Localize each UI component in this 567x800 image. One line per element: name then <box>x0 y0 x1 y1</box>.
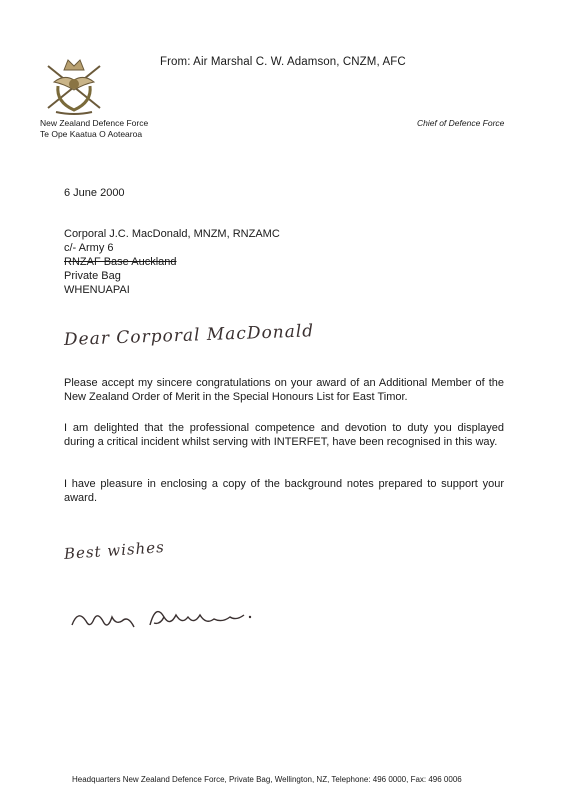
address-line-2: c/- Army 6 <box>64 242 114 254</box>
body-paragraph-3: I have pleasure in enclosing a copy of the background notes prepared to support your award. <box>64 478 504 504</box>
handwritten-salutation: Dear Corporal MacDonald <box>63 321 315 350</box>
org-name-english: New Zealand Defence Force <box>40 118 149 128</box>
org-name-maori: Te Ope Kaatua O Aotearoa <box>40 129 143 139</box>
address-line-3-struck: RNZAF Base Auckland <box>64 256 177 268</box>
footer-address: Headquarters New Zealand Defence Force, Private Bag, Wellington, NZ, Telephone: 496 0000, Fax: 496 0006 <box>72 775 462 784</box>
recipient-address <box>64 227 280 297</box>
nzdf-crest-icon <box>40 52 108 118</box>
address-line-1: Corporal J.C. MacDonald, MNZM, RNZAMC <box>64 228 280 240</box>
body-paragraph-2: I am delighted that the professional competence and devotion to duty you displayed during a critical incident whilst serving with INTERFET, have been recognised in this way. <box>64 422 504 448</box>
body-paragraph-1: Please accept my sincere congratulations on your award of an Additional Member of the New Zealand Order of Merit in the Special Honours List for East Timor. <box>64 377 504 403</box>
organization-name <box>40 118 148 140</box>
sender-role: Chief of Defence Force <box>417 118 505 128</box>
handwritten-closing: Best wishes <box>63 537 166 563</box>
handwritten-signature <box>64 595 274 635</box>
from-line: From: Air Marshal C. W. Adamson, CNZM, AFC <box>160 56 406 68</box>
letter-date: 6 June 2000 <box>64 187 125 199</box>
address-line-4: Private Bag <box>64 270 121 282</box>
address-line-5: WHENUAPAI <box>64 284 130 296</box>
